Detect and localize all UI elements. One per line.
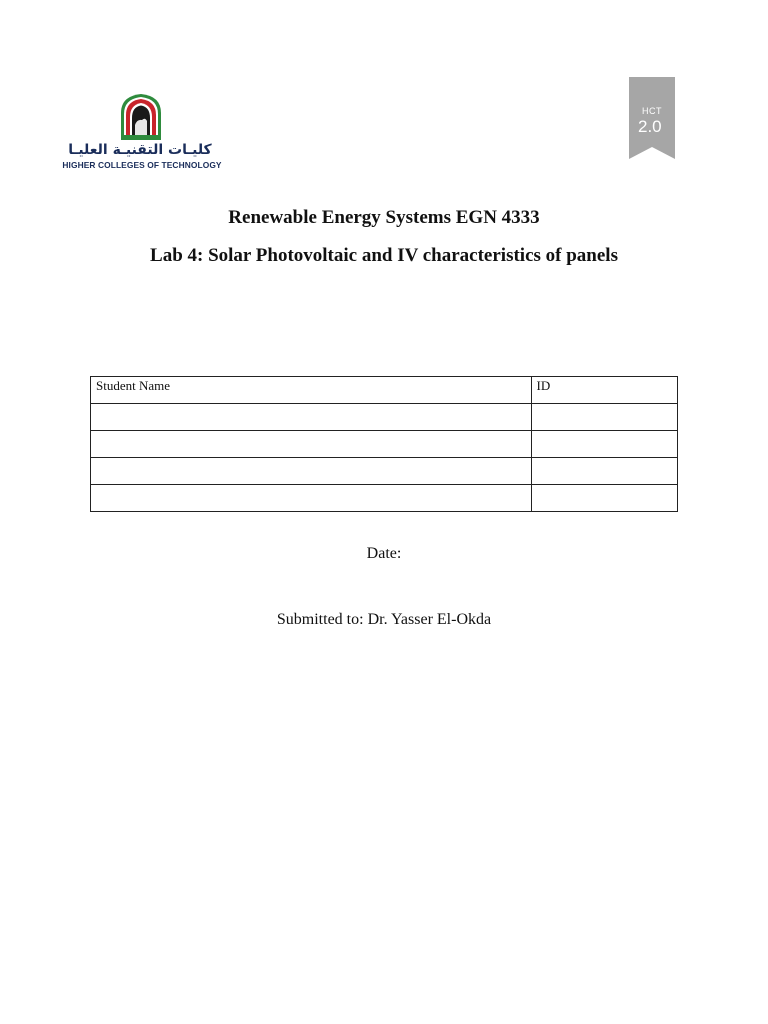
table-row <box>91 458 678 485</box>
student-id-cell[interactable] <box>531 485 678 512</box>
table-row <box>91 485 678 512</box>
student-id-cell[interactable] <box>531 458 678 485</box>
student-name-cell[interactable] <box>91 431 532 458</box>
table-header-row <box>91 377 678 404</box>
logo-arabic-text: كليـات التقنيـة العليـا <box>68 142 212 158</box>
hct-logo <box>56 90 226 172</box>
submitted-to: Submitted to: Dr. Yasser El-Okda <box>276 611 492 628</box>
id-header: ID <box>531 377 678 404</box>
student-id-cell[interactable] <box>531 431 678 458</box>
table-row <box>91 404 678 431</box>
student-name-cell[interactable] <box>91 458 532 485</box>
hct-2-badge <box>629 77 675 159</box>
student-id-cell[interactable] <box>531 404 678 431</box>
badge-version: 2.0 <box>638 117 662 136</box>
course-title: Renewable Energy Systems EGN 4333 <box>228 207 540 228</box>
badge-label: HCT <box>642 106 662 116</box>
hct-emblem-icon <box>118 93 164 141</box>
table-row <box>91 431 678 458</box>
student-name-cell[interactable] <box>91 404 532 431</box>
student-name-header: Student Name <box>91 377 532 404</box>
lab-title: Lab 4: Solar Photovoltaic and IV characteristics of panels <box>150 245 618 266</box>
student-name-cell[interactable] <box>91 485 532 512</box>
date-label: Date: <box>366 545 402 562</box>
student-table <box>90 376 678 512</box>
logo-english-text: HIGHER COLLEGES OF TECHNOLOGY <box>62 160 222 170</box>
